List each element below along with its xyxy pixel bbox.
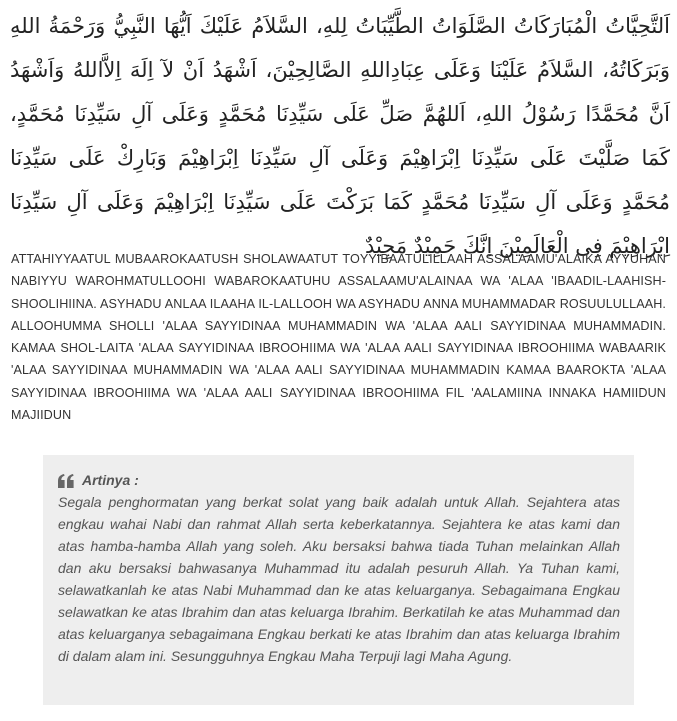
transliteration-text: ATTAHIYYAATUL MUBAAROKAATUSH SHOLAWAATUT TOYYIBAATULILLAAH ASSALAAMU'ALAIKA AYYUHAN NABIYYU WAROHMATULLOOHI WABAROKAATUHU ASSALAAMU'ALAINAA WA 'ALAA 'IBAADIL-LAAHISH-SHOOLIHIINA. ASYHADU ANLAA ILAAHA IL-LALLOOH WA ASYHADU ANNA MUHAMMADAR ROSUULULLAAH. ALLOOHUMMA SHOLLI 'ALAA SAYYIDINAA MUHAMMADIN WA 'ALAA AALI SAYYIDINAA MUHAMMADIN. KAMAA SHOL-LAITA 'ALAA SAYYIDINAA IBROOHIIMA WA 'ALAA AALI SAYYIDINAA IBROOHIIMA WABAARIK 'ALAA SAYYIDINAA MUHAMMADIN WA 'ALAA AALI SAYYIDINAA MUHAMMADIN KAMAA BAAROKTA 'ALAA SAYYIDINAA IBROOHIIMA WA 'ALAA AALI SAYYIDINAA IBROOHIIMA FIL 'AALAMIINA INNAKA HAMIIDUN MAJIIDUN (11, 252, 666, 423)
quote-icon (58, 473, 74, 487)
arabic-tahiyat-text: اَلتَّحِيَّاتُ الْمُبَارَكَاتُ الصَّلَوَاتُ الطَّيِّبَاتُ لِلهِ، السَّلاَمُ عَلَيْكَ اَيُّهَا النَّبِيُّ وَرَحْمَةُ اللهِ وَبَرَكَاتُهُ، السَّلاَمُ عَلَيْنَا وَعَلَى عِبَادِاللهِ الصَّالِحِيْنَ، اَشْهَدُ اَنْ لآ اِلَهَ اِلاَّاللهُ وَاَشْهَدُ اَنَّ مُحَمَّدًا رَسُوْلُ اللهِ، اَللهُمَّ صَلِّ عَلَى سَيِّدِنَا مُحَمَّدٍ وَعَلَى آلِ سَيِّدِنَا مُحَمَّدٍ، كَمَا صَلَّيْتَ عَلَى سَيِّدِنَا اِبْرَاهِيْمَ وَعَلَى آلِ سَيِّدِنَا اِبْرَاهِيْمَ وَبَارِكْ عَلَى سَيِّدِنَا مُحَمَّدٍ وَعَلَى آلِ سَيِّدِنَا مُحَمَّدٍ كَمَا بَرَكْتَ عَلَى سَيِّدِنَا اِبْرَاهِيْمَ وَعَلَى آلِ سَيِّدِنَا اِبْرَاهِيْمَ فِى الْعَالَمِيْنَ اِنَّكَ حَمِيْدٌ مَجِيْدٌ (10, 14, 670, 258)
quote-title: Artinya : (82, 472, 139, 488)
translation-text: Segala penghormatan yang berkat solat yang baik adalah untuk Allah. Sejahtera atas engkau wahai Nabi dan rahmat Allah serta keberkatannya. Sejahtera ke atas kami dan atas hamba-hamba Allah yang soleh. Aku bersaksi bahwa tiada Tuhan melainkan Allah dan aku bersaksi bahwasanya Muhammad itu adalah pesuruh Allah. Ya Tuhan kami, selawatkanlah ke atas Nabi Muhammad dan ke atas keluarganya. Sebagaimana Engkau selawatkan ke atas Ibrahim dan atas keluarga Ibrahim. Berkatilah ke atas Muhammad dan atas keluarganya sebagaimana Engkau berkati ke atas Ibrahim dan atas keluarga Ibrahim di dalam alam ini. Sesungguhnya Engkau Maha Terpuji lagi Maha Agung. (58, 494, 620, 664)
quote-header (58, 469, 620, 491)
translation-quote-box (43, 455, 634, 705)
